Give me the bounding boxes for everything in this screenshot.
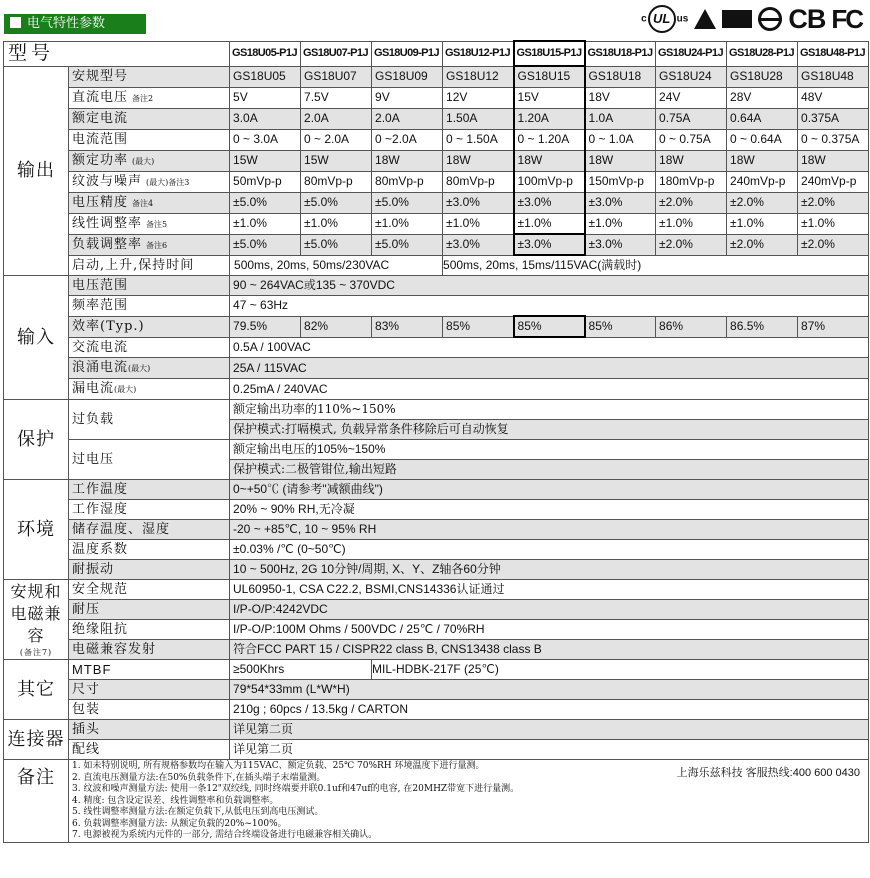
spec-value: 85% [443,316,514,337]
spec-value: 详见第二页 [230,720,869,740]
spec-value: GS18U48 [798,66,869,87]
spec-label [69,358,230,379]
spec-label: 绝缘阻抗 [69,620,230,640]
spec-value: 0.5A / 100VAC [230,337,869,358]
spec-value: GS18U07 [301,66,372,87]
spec-label-note: 备注6 [146,240,168,250]
spec-value: 83% [372,316,443,337]
hotline-text: 上海乐兹科技 客服热线:400 600 0430 [676,767,861,779]
spec-value: 82% [301,316,372,337]
spec-value: ±1.0% [372,213,443,234]
spec-label-timing: 启动,上升,保持时间 [69,255,230,276]
spec-value: 18W [372,150,443,171]
fc-certification-logo: FC [831,3,862,34]
spec-value: ±1.0% [798,213,869,234]
note-item: 3. 纹波和噪声测量方法: 使用一条12"双绞线, 同时终端要并联0.1uf和47uf的电容, 在20MHZ带宽下进行量测。 [72,784,520,794]
spec-value: 18W [727,150,798,171]
spec-label-note: 备注4 [132,198,154,208]
spec-value: ±1.0% [585,213,656,234]
category-protection: 保护 [4,400,69,480]
spec-value: 0 ~ 1.50A [443,129,514,150]
spec-value: 0 ~2.0A [372,129,443,150]
spec-value: 9V [372,87,443,108]
spec-label-text: 浪涌电流 [72,360,129,375]
spec-label: MTBF [69,660,230,680]
approval-mark-icon [722,10,752,28]
note-item: 1. 如未特别说明, 所有规格参数均在输入为115VAC、额定负载、25℃ 70%RH 环境温度下进行量测。 [72,761,485,771]
spec-label [69,87,230,108]
spec-value: 详见第二页 [230,740,869,760]
cb-certification-logo: CB [788,3,826,34]
spec-value: ±1.0% [727,213,798,234]
spec-value: 0~+50℃ (请参考"减额曲线") [230,480,869,500]
spec-label-text: 纹波与噪声 [72,173,143,189]
spec-label: 配线 [69,740,230,760]
notes-block [69,760,869,843]
spec-value: 15W [301,150,372,171]
spec-value: 85% [585,316,656,337]
spec-label [69,66,230,87]
model-name: GS18U05-P1J [230,41,301,66]
spec-value: 180mVp-p [656,171,727,192]
spec-value: GS18U15 [514,66,585,87]
spec-label: 包装 [69,700,230,720]
spec-value: 1.0A [585,108,656,129]
spec-value: 7.5V [301,87,372,108]
spec-value: ±5.0% [372,234,443,255]
model-name: GS18U12-P1J [443,41,514,66]
spec-value: ±1.0% [301,213,372,234]
spec-label-note: (最大) [128,364,151,373]
spec-label [69,213,230,234]
spec-value: I/P-O/P:100M Ohms / 500VDC / 25℃ / 70%RH [230,620,869,640]
spec-value: 79*54*33mm (L*W*H) [230,680,869,700]
spec-label: 频率范围 [69,296,230,317]
spec-label-text: 电流范围 [72,131,129,147]
spec-value: 20% ~ 90% RH,无冷凝 [230,500,869,520]
spec-value: ±1.0% [443,213,514,234]
model-name: GS18U28-P1J [727,41,798,66]
spec-value: 86.5% [727,316,798,337]
spec-value: 80mVp-p [372,171,443,192]
spec-value: ±3.0% [514,192,585,213]
spec-value: 79.5% [230,316,301,337]
spec-value: 86% [656,316,727,337]
spec-value: 10 ~ 500Hz, 2G 10分钟/周期, X、Y、Z轴各60分钟 [230,560,869,580]
spec-label: 电压范围 [69,276,230,296]
spec-value: GS18U24 [656,66,727,87]
spec-value: UL60950-1, CSA C22.2, BSMI,CNS14336认证通过 [230,580,869,600]
spec-value: 18W [798,150,869,171]
category-environment: 环境 [4,480,69,580]
category-label: 安规和 [10,581,62,601]
category-safety-emc [4,580,69,660]
certification-logos [641,4,862,34]
spec-value: ±3.0% [585,234,656,255]
spec-label: 过电压 [69,440,230,480]
spec-value: 0 ~ 1.0A [585,129,656,150]
note-item: 7. 电源被视为系统内元件的一部分, 需结合终端设备进行电磁兼容相关确认。 [72,830,378,840]
spec-label [69,129,230,150]
spec-value: 5V [230,87,301,108]
category-connector: 连接器 [4,720,69,760]
spec-value: 0 ~ 0.375A [798,129,869,150]
section-title-banner [4,14,146,34]
spec-value: ±5.0% [301,192,372,213]
spec-label-text: 额定电流 [72,110,129,126]
spec-value: 额定输出功率的110%~150% [230,400,869,420]
spec-value: 0 ~ 2.0A [301,129,372,150]
spec-label: 温度系数 [69,540,230,560]
spec-label: 过负载 [69,400,230,440]
spec-label [69,234,230,255]
spec-value: 47 ~ 63Hz [230,296,869,317]
spec-value: 保护模式:打嗝模式, 负载异常条件移除后可自动恢复 [230,420,869,440]
spec-value: 1.20A [514,108,585,129]
spec-value: -20 ~ +85℃, 10 ~ 95% RH [230,520,869,540]
spec-label: 效率(Typ.) [69,316,230,337]
spec-label [69,171,230,192]
model-name: GS18U07-P1J [301,41,372,66]
spec-value: GS18U05 [230,66,301,87]
spec-label: 交流电流 [69,337,230,358]
category-output: 输出 [4,66,69,276]
spec-value: ±5.0% [301,234,372,255]
spec-label-text: 额定功率 [72,152,129,168]
spec-value: 18W [585,150,656,171]
spec-value: 150mVp-p [585,171,656,192]
spec-label-text: 电压精度 [72,194,129,210]
spec-value: ±5.0% [372,192,443,213]
spec-value: GS18U18 [585,66,656,87]
spec-value: GS18U12 [443,66,514,87]
category-input: 输入 [4,276,69,400]
spec-value: 额定输出电压的105%~150% [230,440,869,460]
spec-value: 25A / 115VAC [230,358,869,379]
note-item: 5. 线性调整率测量方法:在额定负载下,从低电压到高电压测试。 [72,807,324,817]
spec-label-text: 安规型号 [72,68,129,84]
model-name: GS18U24-P1J [656,41,727,66]
category-other: 其它 [4,660,69,720]
spec-value: ±3.0% [585,192,656,213]
spec-label: 插头 [69,720,230,740]
spec-value: I/P-O/P:4242VDC [230,600,869,620]
spec-value: 240mVp-p [727,171,798,192]
category-label: 电磁兼容 [10,603,62,645]
spec-label [69,150,230,171]
spec-value: MIL-HDBK-217F (25℃) [372,660,869,680]
spec-value: ±3.0% [514,234,585,255]
spec-value: 48V [798,87,869,108]
spec-value: 18V [585,87,656,108]
spec-label: 耐压 [69,600,230,620]
spec-value: 12V [443,87,514,108]
spec-value: 100mVp-p [514,171,585,192]
spec-value: 18W [514,150,585,171]
spec-value: 87% [798,316,869,337]
spec-value: 保护模式:二极管钳位,输出短路 [230,460,869,480]
spec-label: 工作温度 [69,480,230,500]
model-label: 型号 [4,41,230,66]
spec-label-note: (最大)备注3 [146,177,190,187]
note-item: 2. 直流电压测量方法:在50%负载条件下,在插头端子末端量测。 [72,772,326,783]
model-name-selected: GS18U15-P1J [514,41,585,66]
spec-value: 0.375A [798,108,869,129]
spec-label-text: 漏电流 [72,381,115,396]
spec-label [69,108,230,129]
spec-value: GS18U09 [372,66,443,87]
spec-label: 储存温度、湿度 [69,520,230,540]
spec-label-note: 备注2 [132,93,154,103]
spec-value: 2.0A [301,108,372,129]
spec-value: 500ms, 20ms, 50ms/230VAC [230,255,443,276]
spec-value: 18W [443,150,514,171]
category-notes: 备注 [4,760,69,843]
spec-value: 15V [514,87,585,108]
model-name: GS18U18-P1J [585,41,656,66]
spec-value: ±0.03% /℃ (0~50℃) [230,540,869,560]
ccc-circle-icon [758,7,782,31]
spec-value: ±5.0% [230,234,301,255]
spec-value: 210g ; 60pcs / 13.5kg / CARTON [230,700,869,720]
spec-value: 28V [727,87,798,108]
ul-certification-icon: c UL us [641,5,688,33]
note-item: 4. 精度: 包含设定误差、线性调整率和负载调整率。 [72,795,279,806]
spec-label: 耐振动 [69,560,230,580]
spec-value: 18W [656,150,727,171]
spec-value: ±1.0% [514,213,585,234]
model-name: GS18U09-P1J [372,41,443,66]
spec-value: ±2.0% [727,234,798,255]
spec-value: 1.50A [443,108,514,129]
spec-value: 90 ~ 264VAC或135 ~ 370VDC [230,276,869,296]
spec-value: 50mVp-p [230,171,301,192]
spec-label-text: 直流电压 [72,89,129,105]
spec-label: 工作湿度 [69,500,230,520]
spec-value: ±1.0% [230,213,301,234]
spec-table [3,40,869,843]
spec-value: ±5.0% [230,192,301,213]
spec-label [69,379,230,400]
spec-label-text: 线性调整率 [72,215,143,231]
spec-value-selected: 85% [514,316,585,337]
spec-value: ±2.0% [798,234,869,255]
spec-value: 80mVp-p [443,171,514,192]
spec-value: ±2.0% [727,192,798,213]
category-note: (备注7) [19,647,53,657]
square-icon [10,17,21,28]
spec-value: 符合FCC PART 15 / CISPR22 class B, CNS13438 class B [230,640,869,660]
spec-value: 0 ~ 0.75A [656,129,727,150]
spec-label-note: (最大) [132,156,155,166]
spec-value: 500ms, 20ms, 15ms/115VAC(满载时) [443,255,869,276]
spec-label-note: (最大) [114,385,137,394]
spec-value: ±2.0% [798,192,869,213]
spec-value: ≥500Khrs [230,660,372,680]
spec-value: 0.25mA / 240VAC [230,379,869,400]
spec-value: ±2.0% [656,192,727,213]
spec-value: 80mVp-p [301,171,372,192]
spec-label: 安全规范 [69,580,230,600]
warning-triangle-icon [694,9,716,29]
model-name: GS18U48-P1J [798,41,869,66]
spec-label-note: 备注5 [146,219,168,229]
spec-value: 0 ~ 3.0A [230,129,301,150]
note-item: 6. 负载调整率测量方法: 从额定负载的20%~100%。 [72,818,287,829]
spec-value: 15W [230,150,301,171]
spec-value: ±2.0% [656,234,727,255]
spec-value: 0 ~ 0.64A [727,129,798,150]
spec-label: 尺寸 [69,680,230,700]
spec-value: ±3.0% [443,234,514,255]
section-title: 电气特性参数 [27,16,106,31]
spec-value: 3.0A [230,108,301,129]
spec-value: GS18U28 [727,66,798,87]
spec-label-text: 负载调整率 [72,236,143,252]
spec-value: 0 ~ 1.20A [514,129,585,150]
page-header [0,0,870,40]
spec-value: 0.75A [656,108,727,129]
spec-value: 24V [656,87,727,108]
spec-value: 2.0A [372,108,443,129]
spec-value: 0.64A [727,108,798,129]
spec-value: ±1.0% [656,213,727,234]
spec-value: ±3.0% [443,192,514,213]
spec-label: 电磁兼容发射 [69,640,230,660]
spec-label [69,192,230,213]
spec-value: 240mVp-p [798,171,869,192]
